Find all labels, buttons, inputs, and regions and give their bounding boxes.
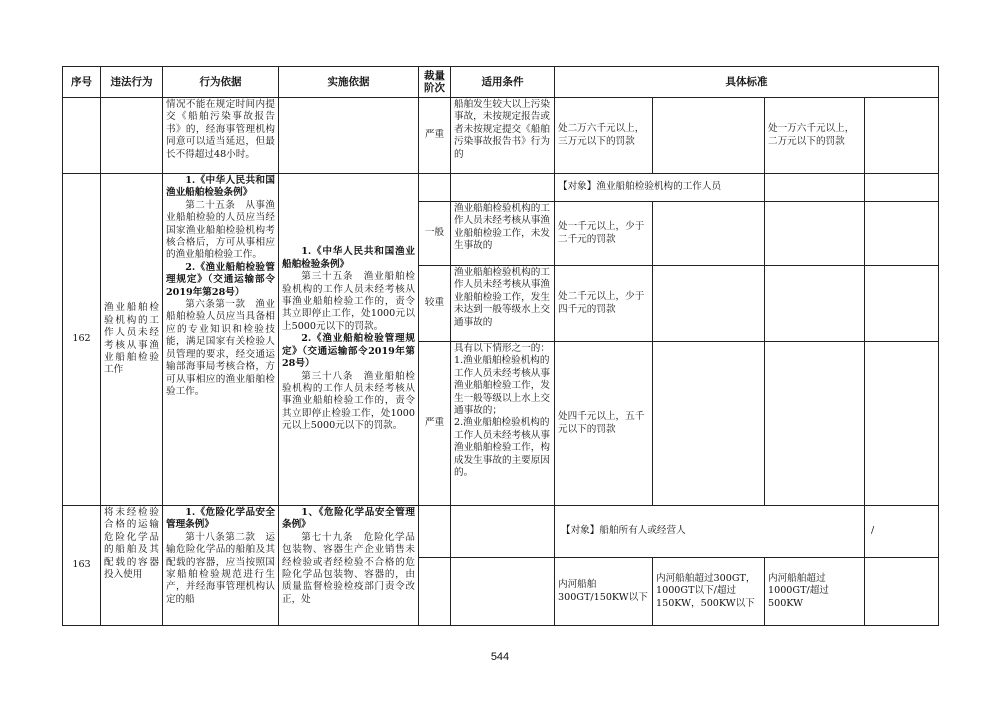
impl-para: 第三十五条 渔业船舶检验机构的工作人员未经考核从事渔业船舶检验工作的，责令其立即停止工作，处1000元以上5000元以下的罚款。 bbox=[282, 271, 415, 332]
violation-text: 渔业船舶检验机构的工作人员未经考核从事渔业船舶检验工作 bbox=[101, 174, 163, 506]
slash-mark: / bbox=[865, 506, 939, 558]
header-condition: 适用条件 bbox=[451, 67, 555, 98]
object-label: 【对象】渔业船舶检验机构的工作人员 bbox=[555, 174, 765, 202]
standard-text: 处一千元以上，少于二千元的罚款 bbox=[555, 202, 653, 266]
basis-para: 第二十五条 从事渔业船舶检验的人员应当经国家渔业船舶检验机构考核合格后，方可从事相应的渔业船舶检验工作。 bbox=[166, 199, 275, 261]
basis-title: 1.《危险化学品安全管理条例》 bbox=[166, 507, 275, 531]
standard-text: 处四千元以上，五千元以下的罚款 bbox=[555, 342, 653, 506]
cell-empty bbox=[865, 98, 939, 174]
header-level: 裁量阶次 bbox=[419, 67, 451, 98]
page-number: 544 bbox=[490, 651, 510, 663]
cell-empty bbox=[451, 174, 555, 202]
cell-empty bbox=[451, 506, 555, 558]
table-row bbox=[63, 506, 939, 558]
condition-text: 具有以下情形之一的： 1.渔业船舶检验机构的工作人员未经考核从事渔业船舶检验工作，发生一般等级以上水上交通事故的； 2.渔业船舶检验机构的工作人员未经考核从事渔业船舶检验工作，构成发生事故的主要原因的。 bbox=[451, 342, 555, 506]
standard-text: 内河船舶超过1000GT/超过500KW bbox=[765, 558, 865, 626]
header-violation: 违法行为 bbox=[101, 67, 163, 98]
item-seq: 163 bbox=[63, 506, 101, 626]
level-label: 较重 bbox=[419, 266, 451, 342]
standard-text: 内河船舶300GT/150KW以下 bbox=[555, 558, 653, 626]
penalty-standard-table bbox=[62, 66, 939, 626]
level-label: 严重 bbox=[419, 98, 451, 174]
standard-text: 处一万六千元以上，二万元以下的罚款 bbox=[765, 98, 865, 174]
impl-title: 1.《中华人民共和国渔业船舶检验条例》 bbox=[282, 246, 415, 270]
impl-cell bbox=[279, 506, 419, 626]
cell-empty bbox=[865, 202, 939, 266]
basis-para: 第六条第一款 渔业船舶检验人员应当具备相应的专业知识和检验技能，满足国家有关检验人员管理的要求，经交通运输部海事局考核合格，方可从事相应的渔业船舶检验工作。 bbox=[166, 299, 275, 397]
basis-text: 情况不能在规定时间内提交《船舶污染事故报告书》的，经海事管理机构同意可以适当延迟，但最长不得超过48小时。 bbox=[163, 98, 279, 174]
condition-text: 渔业船舶检验机构的工作人员未经考核从事渔业船舶检验工作，发生未达到一般等级水上交通事故的 bbox=[451, 266, 555, 342]
cell-empty bbox=[279, 98, 419, 174]
cell-empty bbox=[765, 174, 865, 202]
impl-cell bbox=[279, 174, 419, 506]
cell-empty bbox=[63, 98, 101, 174]
basis-title: 2.《渔业船舶检验管理规定》（交通运输部令2019年第28号） bbox=[166, 261, 275, 298]
cell-empty bbox=[419, 558, 451, 626]
cell-empty bbox=[419, 174, 451, 202]
object-label: 【对象】船舶所有人或经营人 bbox=[555, 506, 865, 558]
cell-empty bbox=[101, 98, 163, 174]
impl-title: 2.《渔业船舶检验管理规定》（交通运输部令2019年第28号） bbox=[282, 333, 415, 370]
cell-empty bbox=[765, 266, 865, 342]
basis-title: 1.《中华人民共和国渔业船舶检验条例》 bbox=[166, 175, 275, 199]
cell-empty bbox=[865, 558, 939, 626]
basis-cell bbox=[163, 174, 279, 506]
cell-empty bbox=[765, 342, 865, 506]
table-row bbox=[63, 174, 939, 202]
impl-para: 第三十八条 渔业船舶检验机构的工作人员未经考核从事渔业船舶检验工作的，责令其立即停止检验工作，处1000元以上5000元以下的罚款。 bbox=[282, 370, 415, 432]
header-row bbox=[63, 67, 939, 98]
cell-empty bbox=[765, 202, 865, 266]
header-impl-basis: 实施依据 bbox=[279, 67, 419, 98]
cell-empty bbox=[419, 506, 451, 558]
basis-para: 第十八条第二款 运输危险化学品的船舶及其配载的容器，应当按照国家船舶检验规范进行生产，并经海事管理机构认定的船 bbox=[166, 531, 275, 605]
cell-empty bbox=[653, 98, 765, 174]
basis-cell bbox=[163, 506, 279, 626]
standard-text: 内河船舶超过300GT，1000GT以下/超过150KW，500KW以下 bbox=[653, 558, 765, 626]
standard-text: 处二万六千元以上，三万元以下的罚款 bbox=[555, 98, 653, 174]
cell-empty bbox=[865, 266, 939, 342]
cell-empty bbox=[451, 558, 555, 626]
cell-empty bbox=[865, 174, 939, 202]
violation-text: 将未经检验合格的运输危险化学品的船舶及其配载的容器投入使用 bbox=[101, 506, 163, 626]
header-seq: 序号 bbox=[63, 67, 101, 98]
impl-para: 第七十九条 危险化学品包装物、容器生产企业销售未经检验或者经检验不合格的危险化学品包装物、容器的，由质量监督检验检疫部门责令改正，处 bbox=[282, 531, 415, 605]
standard-text: 处二千元以上，少于四千元的罚款 bbox=[555, 266, 653, 342]
cell-empty bbox=[653, 266, 765, 342]
level-label: 一般 bbox=[419, 202, 451, 266]
impl-title: 1、《危险化学品安全管理条例》 bbox=[282, 507, 415, 531]
table-row bbox=[63, 98, 939, 174]
condition-text: 船舶发生较大以上污染事故，未按规定报告或者未按规定提交《船舶污染事故报告书》行为的 bbox=[451, 98, 555, 174]
level-label: 严重 bbox=[419, 342, 451, 506]
header-standard: 具体标准 bbox=[555, 67, 939, 98]
condition-text: 渔业船舶检验机构的工作人员未经考核从事渔业船舶检验工作，未发生事故的 bbox=[451, 202, 555, 266]
cell-empty bbox=[653, 202, 765, 266]
item-seq: 162 bbox=[63, 174, 101, 506]
cell-empty bbox=[653, 342, 765, 506]
header-basis: 行为依据 bbox=[163, 67, 279, 98]
cell-empty bbox=[865, 342, 939, 506]
